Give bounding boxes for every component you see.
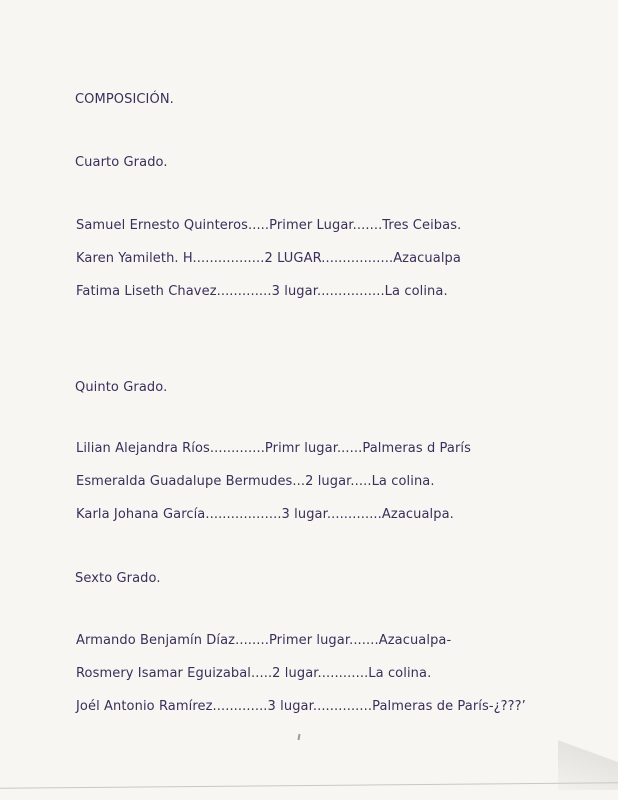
page-fold-shadow xyxy=(558,700,618,790)
entry-cuarto-1: Samuel Ernesto Quinteros.....Primer Lugar.......Tres Ceibas. xyxy=(76,218,462,233)
entry-sexto-1: Armando Benjamín Díaz........Primer lugar.......Azacualpa- xyxy=(76,633,452,648)
entry-sexto-3: Joél Antonio Ramírez.............3 lugar..............Palmeras de París-¿???’ xyxy=(76,699,526,714)
entry-sexto-2: Rosmery Isamar Eguizabal.....2 lugar............La colina. xyxy=(76,666,432,681)
entry-quinto-3: Karla Johana García..................3 lugar.............Azacualpa. xyxy=(76,507,454,522)
section-heading-quinto: Quinto Grado. xyxy=(75,380,168,395)
section-heading-cuarto: Cuarto Grado. xyxy=(75,155,168,170)
entry-cuarto-3: Fatima Liseth Chavez.............3 lugar................La colina. xyxy=(76,284,448,299)
entry-quinto-1: Lilian Alejandra Ríos.............Primr lugar......Palmeras d París xyxy=(76,441,471,456)
entry-quinto-2: Esmeralda Guadalupe Bermudes...2 lugar.....La colina. xyxy=(76,474,435,489)
page-bottom-edge xyxy=(0,782,618,788)
document-title: COMPOSICIÓN. xyxy=(75,92,174,107)
section-heading-sexto: Sexto Grado. xyxy=(75,571,161,586)
entry-cuarto-2: Karen Yamileth. H.................2 LUGAR.................Azacualpa xyxy=(76,251,461,266)
paper-speck xyxy=(297,734,300,740)
